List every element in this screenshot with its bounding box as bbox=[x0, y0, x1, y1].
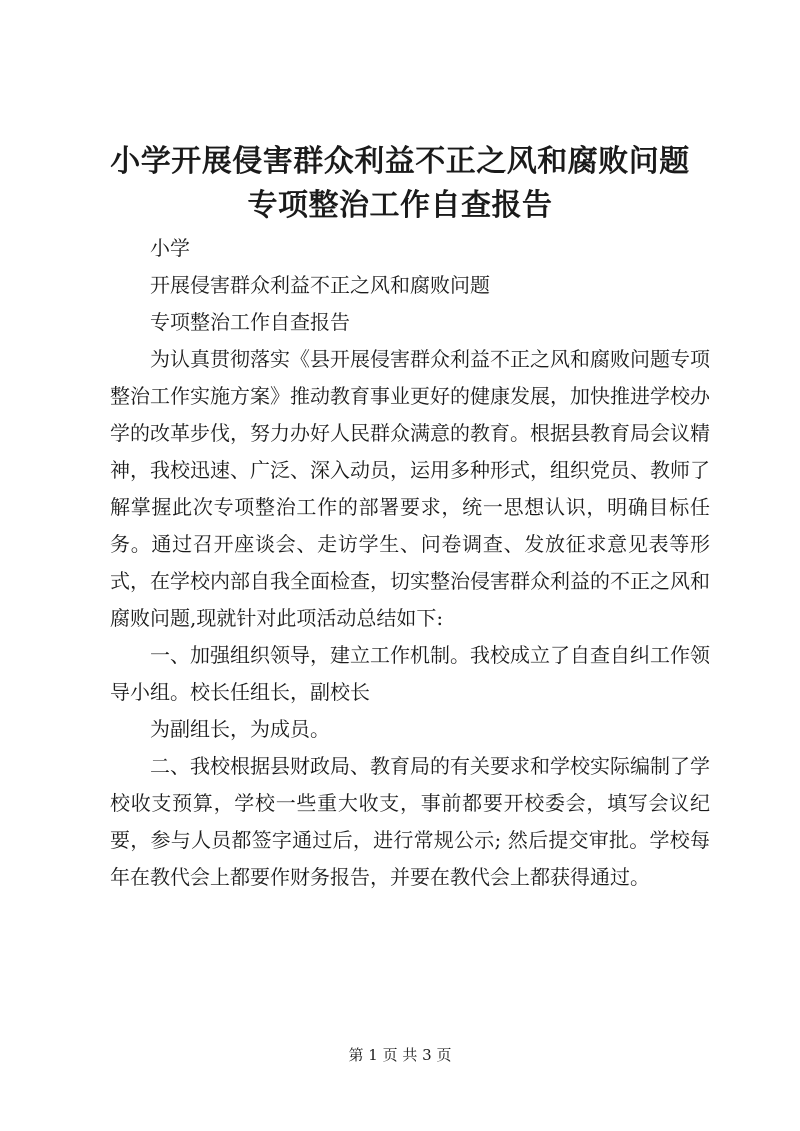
paragraph-report-name: 专项整治工作自查报告 bbox=[150, 310, 350, 334]
page-footer: 第 1 页 共 3 页 bbox=[348, 1046, 452, 1064]
paragraph-intro: 为认真贯彻落实《县开展侵害群众利益不正之风和腐败问题专项整治工作实施方案》推动教育事业更好的健康发展，加快推进学校办学的改革步伐，努力办好人民群众满意的教育。根据县教育局会议精神，我校迅速、广泛、深入动员，运用多种形式，组织党员、教师了解掌握此次专项整治工作的部署要求，统一思想认识，明确目标任务。通过召开座谈会、走访学生、问卷调查、发放征求意见表等形式，在学校内部自我全面检查，切实整治侵害群众利益的不正之风和腐败问题,现就针对此项活动总结如下: bbox=[110, 347, 710, 630]
paragraph-school: 小学 bbox=[150, 236, 190, 260]
paragraph-section-one: 一、加强组织领导，建立工作机制。我校成立了自查自纠工作领导小组。校长任组长，副校长 bbox=[110, 643, 710, 704]
document-body bbox=[110, 230, 710, 896]
document-title: 小学开展侵害群众利益不正之风和腐败问题专项整治工作自查报告 bbox=[110, 144, 690, 223]
paragraph-section-one-cont: 为副组长，为成员。 bbox=[150, 717, 330, 741]
paragraph-subject: 开展侵害群众利益不正之风和腐败问题 bbox=[150, 273, 490, 297]
paragraph-section-two: 二、我校根据县财政局、教育局的有关要求和学校实际编制了学校收支预算，学校一些重大收支，事前都要开校委会，填写会议纪要，参与人员都签字通过后，进行常规公示; 然后提交审批。学校每年在教代会上都要作财务报告，并要在教代会上都获得通过。 bbox=[110, 754, 710, 889]
